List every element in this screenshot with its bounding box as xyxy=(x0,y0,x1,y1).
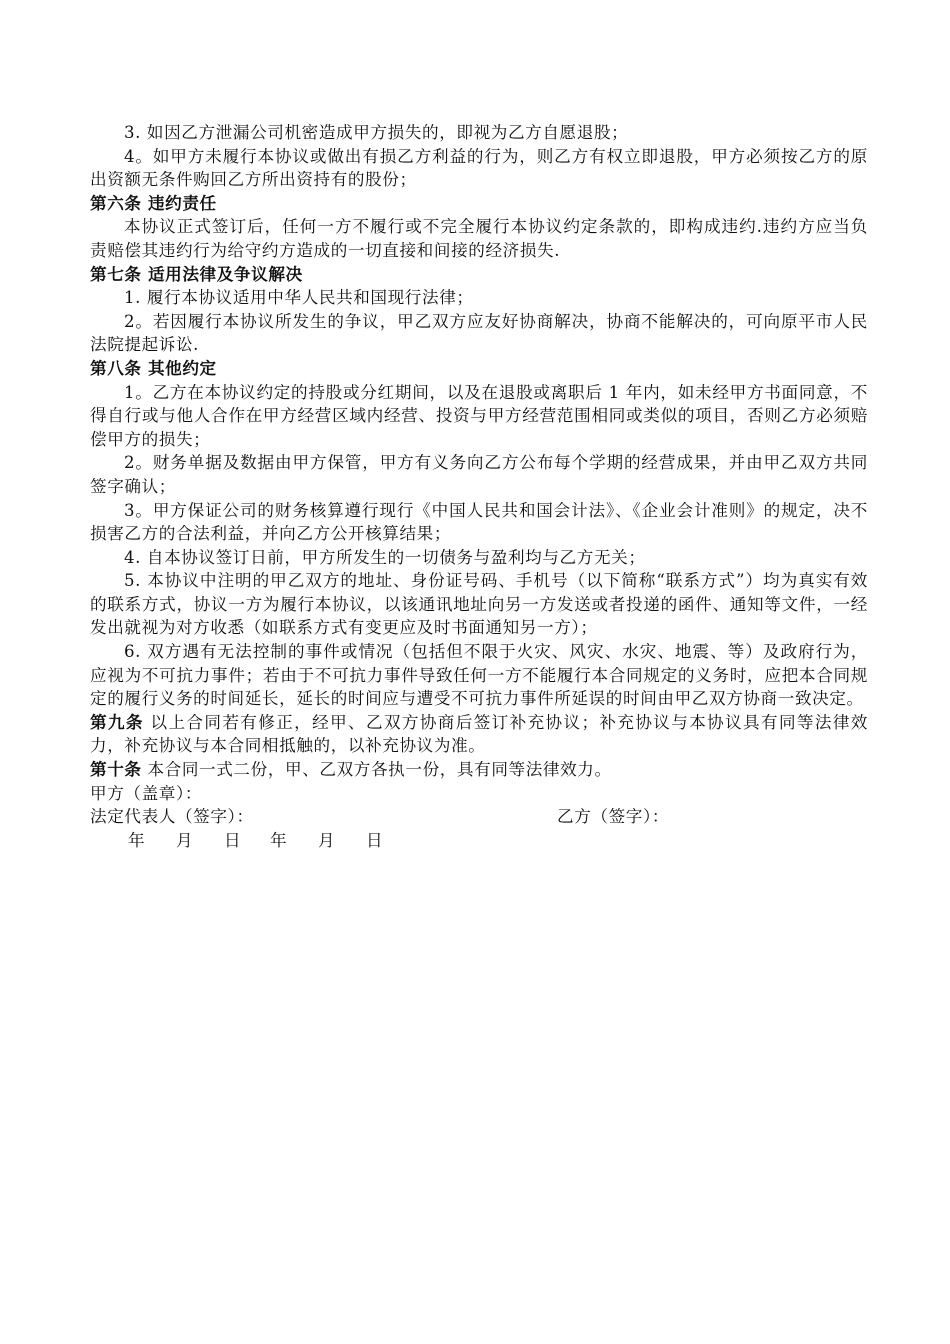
party-b-signature-label: 乙方（签字）： xyxy=(557,807,670,827)
clause-9-text: 以上合同若有修正，经甲、乙双方协商后签订补充协议；补充协议与本协议具有同等法律效力，补充协议与本合同相抵触的，以补充协议为准。 xyxy=(90,712,868,756)
clause-8-heading: 第八条 其他约定 xyxy=(90,357,217,378)
clause-6-text: 本协议正式签订后，任何一方不履行或不完全履行本协议约定条款的，即构成违约.违约方应当负责赔偿其违约行为给守约方造成的一切直接和间接的经济损失. xyxy=(90,217,868,260)
clause-6-heading: 第六条 违约责任 xyxy=(90,192,217,213)
clause-8-item-1: 1。乙方在本协议约定的持股或分红期间，以及在退股或离职后 1 年内，如未经甲方书面同意，不得自行或与他人合作在甲方经营区域内经营、投资与甲方经营范围相同或类似的项目，否则乙方必须赔偿甲方的损失； xyxy=(90,382,868,449)
clause-8-item-3: 3。甲方保证公司的财务核算遵行现行《中国人民共和国会计法》、《企业会计准则》的规定，决不损害乙方的合法利益，并向乙方公开核算结果； xyxy=(90,500,868,544)
date-row xyxy=(90,829,868,853)
clause-10-text: 本合同一式二份，甲、乙双方各执一份，具有同等法律效力。 xyxy=(141,760,612,780)
date-month-2: 月 xyxy=(318,830,336,850)
clause-9 xyxy=(90,711,868,758)
clause-7-item-2: 2。若因履行本协议所发生的争议，甲乙双方应友好协商解决，协商不能解决的，可向原平市人民法院提起诉讼. xyxy=(90,311,868,355)
party-a-seal-line: 甲方（盖章）： xyxy=(90,783,203,803)
date-year-1: 年 xyxy=(128,830,146,850)
date-year-2: 年 xyxy=(270,830,288,850)
date-month-1: 月 xyxy=(176,830,194,850)
clause-10-label: 第十条 xyxy=(90,759,142,780)
clause-9-label: 第九条 xyxy=(90,711,144,732)
clause-8-item-2: 2。财务单据及数据由甲方保管，甲方有义务向乙方公布每个学期的经营成果，并由甲乙双方共同签字确认； xyxy=(90,453,868,496)
signature-row xyxy=(90,805,868,829)
date-day-1: 日 xyxy=(224,830,242,850)
document-body xyxy=(90,121,868,852)
clause-7-heading: 第七条 适用法律及争议解决 xyxy=(90,263,303,284)
clause-5-item-4: 4。如甲方未履行本协议或做出有损乙方利益的行为，则乙方有权立即退股，甲方必须按乙方的原出资额无条件购回乙方所出资持有的股份； xyxy=(90,146,868,190)
clause-10 xyxy=(90,758,868,782)
clause-8-item-5: 5. 本协议中注明的甲乙双方的地址、身份证号码、手机号（以下简称“联系方式”）均为真实有效的联系方式，协议一方为履行本协议，以该通讯地址向另一方发送或者投递的函件、通知等文件，一经发出就视为对方收悉（如联系方式有变更应及时书面通知另一方）； xyxy=(90,571,868,638)
clause-5-item-3: 3. 如因乙方泄漏公司机密造成甲方损失的，即视为乙方自愿退股； xyxy=(124,123,629,142)
clause-8-item-6: 6. 双方遇有无法控制的事件或情况（包括但不限于火灾、风灾、水灾、地震、等）及政府行为，应视为不可抗力事件；若由于不可抗力事件导致任何一方不能履行本合同规定的义务时，应把本合同规定的履行义务的时间延长，延长的时间应与遭受不可抗力事件所延误的时间由甲乙双方协商一致决定。 xyxy=(90,642,868,709)
clause-7-item-1: 1. 履行本协议适用中华人民共和国现行法律； xyxy=(124,288,474,308)
legal-representative-label: 法定代表人（签字）： xyxy=(90,807,254,827)
clause-8-item-4: 4. 自本协议签订日前，甲方所发生的一切债务与盈利均与乙方无关； xyxy=(124,547,646,567)
date-day-2: 日 xyxy=(366,830,384,850)
